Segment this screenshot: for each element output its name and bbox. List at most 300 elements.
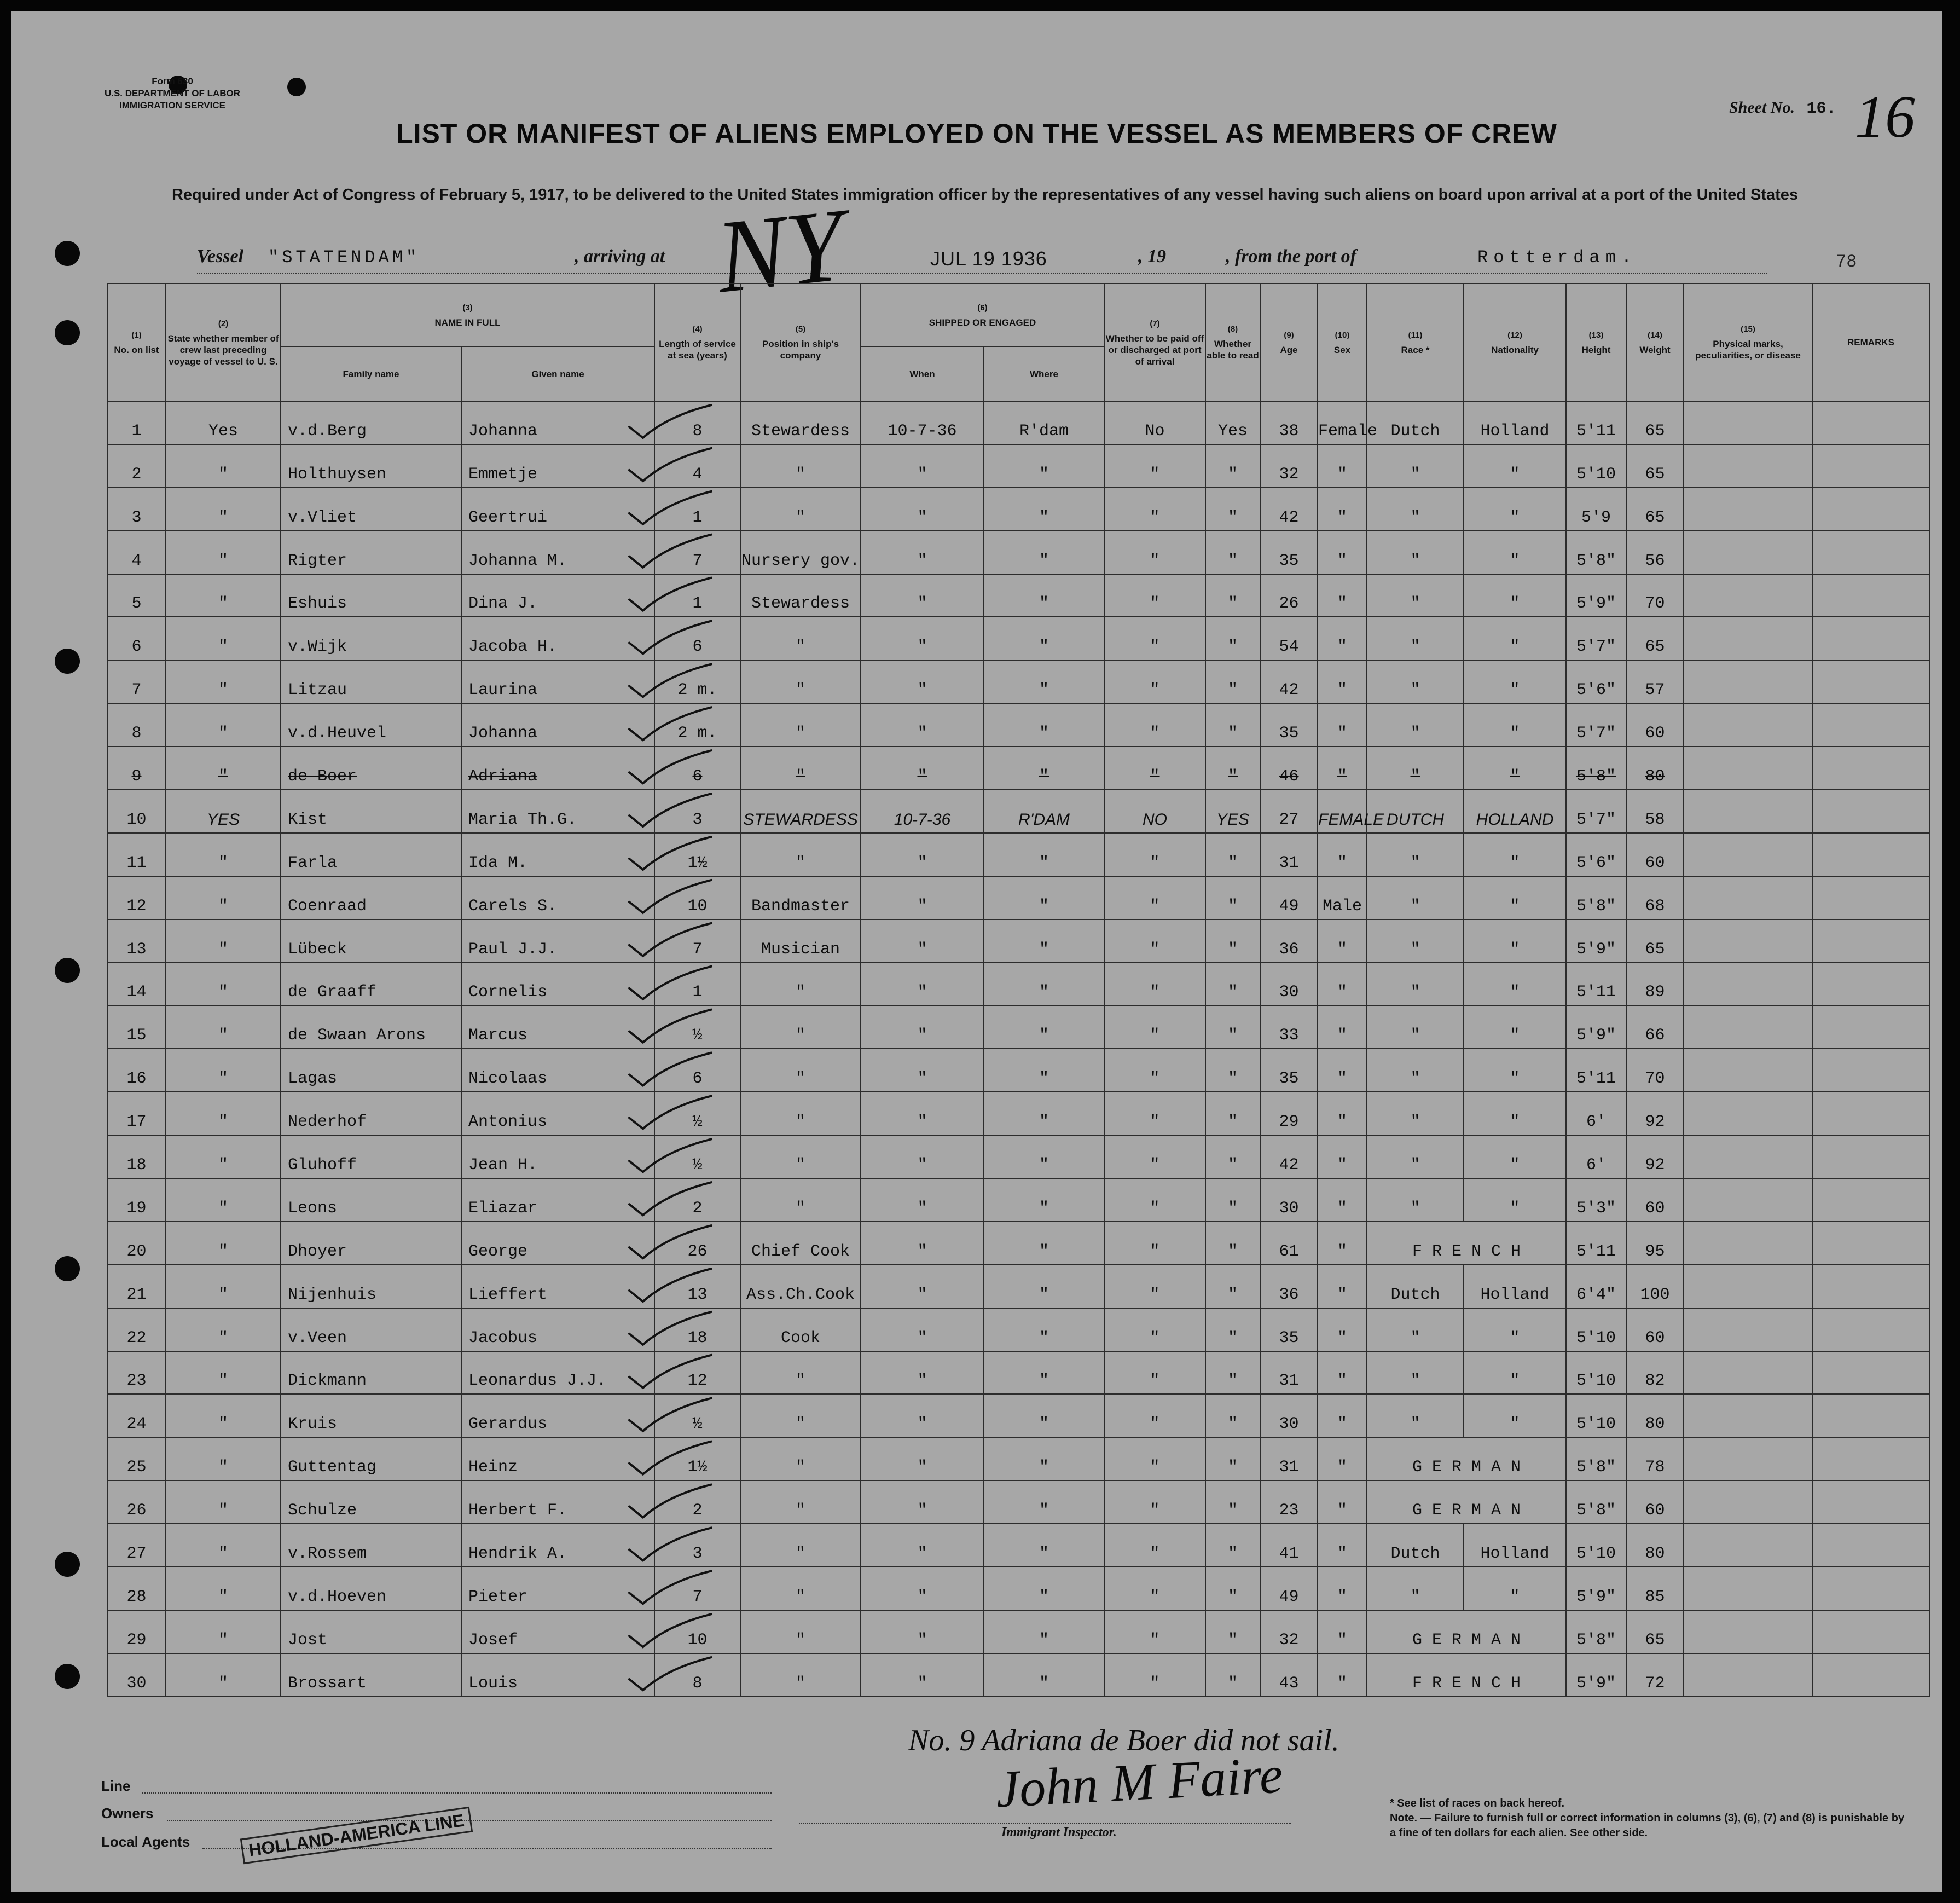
cell-service-length: 6 [654, 747, 740, 790]
line-rule [142, 1792, 772, 1794]
signature-rule [799, 1823, 1291, 1824]
cell-position: " [740, 1437, 861, 1480]
cell-sex: FEMALE [1318, 790, 1367, 833]
cell-sex: " [1318, 574, 1367, 617]
cell-given-name: Gerardus [461, 1394, 654, 1437]
cell-paid-off: " [1104, 1135, 1205, 1178]
cell-row-number: 27 [107, 1524, 166, 1567]
cell-sex: " [1318, 1092, 1367, 1135]
page-subtitle: Required under Act of Congress of February 5, 1917, to be delivered to the United States immigration officer by the representatives of any vessel having such aliens on board upon arrival at a port of the United States [171, 186, 1799, 204]
cell-given-name: Louis [461, 1653, 654, 1697]
cell-able-to-read: " [1205, 660, 1260, 703]
cell-remarks [1812, 1394, 1929, 1437]
cell-row-number: 24 [107, 1394, 166, 1437]
cell-physical [1684, 1265, 1812, 1308]
cell-shipped-where: " [984, 747, 1104, 790]
cell-shipped-when: " [861, 488, 984, 531]
cell-shipped-when: " [861, 1610, 984, 1653]
cell-shipped-where: " [984, 444, 1104, 488]
cell-weight: 80 [1626, 1524, 1684, 1567]
cell-service-length: 3 [654, 1524, 740, 1567]
cell-position: " [740, 1049, 861, 1092]
cell-shipped-when: " [861, 1178, 984, 1222]
table-row [107, 488, 1929, 531]
cell-age: 38 [1260, 401, 1318, 444]
cell-shipped-where: " [984, 1135, 1104, 1178]
cell-physical [1684, 660, 1812, 703]
cell-position: Cook [740, 1308, 861, 1351]
cell-previous-voyage: Yes [166, 401, 281, 444]
cell-position: STEWARDESS [740, 790, 861, 833]
cell-given-name: George [461, 1222, 654, 1265]
cell-sex: " [1318, 1524, 1367, 1567]
cell-paid-off: " [1104, 1222, 1205, 1265]
cell-previous-voyage: YES [166, 790, 281, 833]
cell-given-name: Herbert F. [461, 1480, 654, 1524]
cell-previous-voyage: " [166, 876, 281, 919]
cell-family-name: v.Veen [281, 1308, 461, 1351]
line-label: Line [101, 1778, 131, 1794]
cell-shipped-where: " [984, 1567, 1104, 1610]
table-row [107, 1178, 1929, 1222]
cell-able-to-read: " [1205, 1265, 1260, 1308]
cell-race: " [1367, 1394, 1464, 1437]
cell-age: 42 [1260, 660, 1318, 703]
cell-remarks [1812, 617, 1929, 660]
cell-height: 5'7" [1566, 703, 1626, 747]
cell-remarks [1812, 919, 1929, 963]
cell-previous-voyage: " [166, 1524, 281, 1567]
cell-previous-voyage: " [166, 1092, 281, 1135]
cell-weight: 68 [1626, 876, 1684, 919]
table-row [107, 1092, 1929, 1135]
cell-shipped-where: " [984, 1610, 1104, 1653]
cell-sex: " [1318, 1222, 1367, 1265]
cell-given-name: Heinz [461, 1437, 654, 1480]
header-remarks: REMARKS [1812, 284, 1929, 401]
cell-family-name: Leons [281, 1178, 461, 1222]
arrival-date-stamp: JUL 19 1936 [930, 247, 1047, 270]
table-row [107, 1265, 1929, 1308]
cell-family-name: Kruis [281, 1394, 461, 1437]
cell-shipped-when: " [861, 747, 984, 790]
cell-paid-off: " [1104, 1049, 1205, 1092]
cell-nationality: " [1464, 531, 1566, 574]
cell-remarks [1812, 488, 1929, 531]
cell-position: Musician [740, 919, 861, 963]
cell-able-to-read: " [1205, 1092, 1260, 1135]
cell-physical [1684, 1222, 1812, 1265]
cell-position: " [740, 747, 861, 790]
cell-service-length: ½ [654, 1394, 740, 1437]
header-sex: (10) Sex [1318, 284, 1367, 401]
cell-age: 35 [1260, 1308, 1318, 1351]
cell-previous-voyage: " [166, 1222, 281, 1265]
cell-able-to-read: " [1205, 747, 1260, 790]
cell-position: Stewardess [740, 574, 861, 617]
cell-height: 5'8" [1566, 747, 1626, 790]
cell-sex: " [1318, 1178, 1367, 1222]
punch-hole [55, 320, 80, 345]
cell-shipped-when: " [861, 1394, 984, 1437]
header-nationality: (12) Nationality [1464, 284, 1566, 401]
cell-shipped-when: " [861, 1351, 984, 1395]
cell-family-name: v.d.Berg [281, 401, 461, 444]
cell-given-name: Jacobus [461, 1308, 654, 1351]
cell-age: 30 [1260, 1394, 1318, 1437]
cell-nationality: " [1464, 617, 1566, 660]
cell-nationality: " [1464, 1308, 1566, 1351]
table-row [107, 1394, 1929, 1437]
sheet-number [1729, 99, 1836, 118]
cell-race: DUTCH [1367, 790, 1464, 833]
cell-age: 29 [1260, 1092, 1318, 1135]
cell-row-number: 18 [107, 1135, 166, 1178]
cell-physical [1684, 1653, 1812, 1697]
cell-race: " [1367, 444, 1464, 488]
cell-family-name: Kist [281, 790, 461, 833]
cell-weight: 65 [1626, 444, 1684, 488]
races-note: * See list of races on back hereof. [1390, 1797, 1565, 1809]
cell-paid-off: " [1104, 1524, 1205, 1567]
cell-row-number: 29 [107, 1610, 166, 1653]
cell-able-to-read: " [1205, 1610, 1260, 1653]
cell-given-name: Eliazar [461, 1178, 654, 1222]
cell-nationality: " [1464, 876, 1566, 919]
table-row [107, 876, 1929, 919]
cell-able-to-read: " [1205, 1222, 1260, 1265]
cell-nationality: " [1464, 747, 1566, 790]
cell-able-to-read: Yes [1205, 401, 1260, 444]
cell-shipped-where: " [984, 1524, 1104, 1567]
cell-nationality: " [1464, 488, 1566, 531]
cell-weight: 56 [1626, 531, 1684, 574]
cell-weight: 70 [1626, 1049, 1684, 1092]
cell-sex: " [1318, 747, 1367, 790]
cell-race: Dutch [1367, 401, 1464, 444]
cell-service-length: 12 [654, 1351, 740, 1395]
cell-physical [1684, 703, 1812, 747]
cell-nationality: Holland [1464, 401, 1566, 444]
cell-paid-off: " [1104, 1567, 1205, 1610]
cell-height: 5'6" [1566, 660, 1626, 703]
cell-sex: " [1318, 1653, 1367, 1697]
cell-shipped-where: " [984, 1394, 1104, 1437]
cell-given-name: Hendrik A. [461, 1524, 654, 1567]
cell-previous-voyage: " [166, 1135, 281, 1178]
punch-hole [55, 1552, 80, 1577]
cell-race: " [1367, 1351, 1464, 1395]
cell-remarks [1812, 1265, 1929, 1308]
cell-given-name: Emmetje [461, 444, 654, 488]
cell-service-length: 1 [654, 488, 740, 531]
cell-given-name: Paul J.J. [461, 919, 654, 963]
cell-able-to-read: " [1205, 444, 1260, 488]
cell-sex: " [1318, 1480, 1367, 1524]
cell-age: 26 [1260, 574, 1318, 617]
cell-physical [1684, 617, 1812, 660]
cell-able-to-read: " [1205, 1005, 1260, 1049]
cell-race: " [1367, 963, 1464, 1006]
cell-family-name: v.d.Hoeven [281, 1567, 461, 1610]
cell-nationality: " [1464, 574, 1566, 617]
cell-shipped-when: " [861, 574, 984, 617]
cell-weight: 66 [1626, 1005, 1684, 1049]
cell-shipped-where: " [984, 919, 1104, 963]
cell-height: 5'3" [1566, 1178, 1626, 1222]
cell-position: Stewardess [740, 401, 861, 444]
from-port-label: , from the port of [1226, 246, 1356, 267]
footnotes [1390, 1796, 1910, 1841]
cell-paid-off: " [1104, 1480, 1205, 1524]
cell-position: " [740, 703, 861, 747]
cell-previous-voyage: " [166, 1437, 281, 1480]
cell-height: 5'9" [1566, 1567, 1626, 1610]
cell-able-to-read: YES [1205, 790, 1260, 833]
cell-family-name: Nederhof [281, 1092, 461, 1135]
cell-family-name: Farla [281, 833, 461, 876]
cell-weight: 80 [1626, 1394, 1684, 1437]
cell-able-to-read: " [1205, 876, 1260, 919]
cell-sex: " [1318, 1437, 1367, 1480]
cell-family-name: Guttentag [281, 1437, 461, 1480]
cell-paid-off: " [1104, 531, 1205, 574]
cell-previous-voyage: " [166, 1265, 281, 1308]
cell-shipped-where: " [984, 1437, 1104, 1480]
year-label: , 19 [1138, 246, 1166, 267]
cell-remarks [1812, 1351, 1929, 1395]
departure-port: Rotterdam. [1477, 247, 1638, 268]
cell-previous-voyage: " [166, 617, 281, 660]
cell-sex: " [1318, 1351, 1367, 1395]
cell-nationality: " [1464, 660, 1566, 703]
cell-physical [1684, 1524, 1812, 1567]
cell-previous-voyage: " [166, 1653, 281, 1697]
cell-service-length: 1½ [654, 833, 740, 876]
cell-remarks [1812, 1610, 1929, 1653]
cell-race: " [1367, 1092, 1464, 1135]
cell-position: " [740, 1524, 861, 1567]
cell-able-to-read: " [1205, 574, 1260, 617]
cell-row-number: 20 [107, 1222, 166, 1265]
cell-previous-voyage: " [166, 919, 281, 963]
cell-paid-off: " [1104, 876, 1205, 919]
cell-service-length: 1 [654, 574, 740, 617]
cell-family-name: Holthuysen [281, 444, 461, 488]
cell-race: G E R M A N [1367, 1437, 1566, 1480]
cell-shipped-when: " [861, 876, 984, 919]
cell-weight: 78 [1626, 1437, 1684, 1480]
cell-paid-off: " [1104, 833, 1205, 876]
cell-shipped-when: " [861, 703, 984, 747]
cell-row-number: 10 [107, 790, 166, 833]
cell-family-name: Eshuis [281, 574, 461, 617]
cell-family-name: v.Vliet [281, 488, 461, 531]
cell-sex: " [1318, 1308, 1367, 1351]
header-height: (13) Height [1566, 284, 1626, 401]
cell-family-name: Nijenhuis [281, 1265, 461, 1308]
cell-race: F R E N C H [1367, 1222, 1566, 1265]
cell-height: 5'10 [1566, 1308, 1626, 1351]
cell-sex: " [1318, 444, 1367, 488]
cell-family-name: Lagas [281, 1049, 461, 1092]
cell-sex: " [1318, 919, 1367, 963]
cell-able-to-read: " [1205, 833, 1260, 876]
cell-weight: 82 [1626, 1351, 1684, 1395]
table-row [107, 1610, 1929, 1653]
inspector-signature: John M Faire [994, 1745, 1284, 1819]
cell-position: " [740, 660, 861, 703]
cell-remarks [1812, 1092, 1929, 1135]
table-row [107, 444, 1929, 488]
table-row [107, 703, 1929, 747]
cell-family-name: v.d.Heuvel [281, 703, 461, 747]
cell-remarks [1812, 876, 1929, 919]
cell-physical [1684, 963, 1812, 1006]
agents-label: Local Agents [101, 1833, 190, 1850]
cell-sex: " [1318, 1265, 1367, 1308]
cell-race: " [1367, 833, 1464, 876]
cell-shipped-when: " [861, 660, 984, 703]
cell-age: 54 [1260, 617, 1318, 660]
cell-shipped-when: " [861, 444, 984, 488]
cell-position: " [740, 1610, 861, 1653]
handwritten-note: No. 9 Adriana de Boer did not sail. [908, 1723, 1339, 1757]
header-length-of-service: (4) Length of service at sea (years) [654, 284, 740, 401]
cell-shipped-where: " [984, 1265, 1104, 1308]
cell-family-name: Dickmann [281, 1351, 461, 1395]
cell-family-name: Gluhoff [281, 1135, 461, 1178]
table-row [107, 1480, 1929, 1524]
cell-paid-off: " [1104, 1092, 1205, 1135]
cell-weight: 80 [1626, 747, 1684, 790]
form-info [82, 76, 263, 112]
cell-race: " [1367, 617, 1464, 660]
cell-weight: 65 [1626, 919, 1684, 963]
table-row [107, 1135, 1929, 1178]
cell-previous-voyage: " [166, 747, 281, 790]
cell-position: Nursery gov. [740, 531, 861, 574]
header-where: Where [984, 346, 1104, 401]
cell-given-name: Jacoba H. [461, 617, 654, 660]
cell-remarks [1812, 1135, 1929, 1178]
cell-race: " [1367, 531, 1464, 574]
cell-age: 35 [1260, 531, 1318, 574]
cell-nationality: " [1464, 1351, 1566, 1395]
cell-age: 41 [1260, 1524, 1318, 1567]
cell-position: " [740, 1653, 861, 1697]
cell-paid-off: " [1104, 1178, 1205, 1222]
header-family-name: Family name [281, 346, 461, 401]
cell-age: 31 [1260, 833, 1318, 876]
cell-age: 31 [1260, 1437, 1318, 1480]
header-physical-marks: (15) Physical marks, peculiarities, or disease [1684, 284, 1812, 401]
cell-able-to-read: " [1205, 1351, 1260, 1395]
cell-shipped-where: " [984, 574, 1104, 617]
cell-height: 6' [1566, 1092, 1626, 1135]
cell-weight: 57 [1626, 660, 1684, 703]
cell-nationality: " [1464, 1049, 1566, 1092]
cell-position: " [740, 444, 861, 488]
sheet-value: 16. [1806, 100, 1836, 118]
cell-age: 27 [1260, 790, 1318, 833]
cell-height: 5'10 [1566, 444, 1626, 488]
cell-weight: 65 [1626, 1610, 1684, 1653]
table-row [107, 1567, 1929, 1610]
cell-previous-voyage: " [166, 660, 281, 703]
cell-nationality: " [1464, 1005, 1566, 1049]
cell-height: 5'8" [1566, 1480, 1626, 1524]
cell-nationality: " [1464, 1567, 1566, 1610]
cell-height: 5'6" [1566, 833, 1626, 876]
cell-physical [1684, 876, 1812, 919]
cell-weight: 72 [1626, 1653, 1684, 1697]
cell-remarks [1812, 1222, 1929, 1265]
cell-shipped-when: " [861, 1308, 984, 1351]
cell-given-name: Dina J. [461, 574, 654, 617]
cell-height: 5'9" [1566, 1005, 1626, 1049]
cell-height: 5'10 [1566, 1394, 1626, 1437]
cell-able-to-read: " [1205, 1567, 1260, 1610]
cell-shipped-when: " [861, 531, 984, 574]
cell-remarks [1812, 1524, 1929, 1567]
header-race: (11) Race * [1367, 284, 1464, 401]
cell-shipped-when: " [861, 1135, 984, 1178]
cell-sex: " [1318, 488, 1367, 531]
header-name-in-full: (3) NAME IN FULL [281, 284, 654, 346]
cell-shipped-where: " [984, 617, 1104, 660]
cell-physical [1684, 401, 1812, 444]
cell-family-name: de Boer [281, 747, 461, 790]
cell-given-name: Pieter [461, 1567, 654, 1610]
cell-given-name: Ida M. [461, 833, 654, 876]
cell-age: 36 [1260, 1265, 1318, 1308]
cell-weight: 60 [1626, 1480, 1684, 1524]
cell-race: Dutch [1367, 1265, 1464, 1308]
cell-paid-off: " [1104, 703, 1205, 747]
cell-shipped-when: " [861, 963, 984, 1006]
cell-previous-voyage: " [166, 833, 281, 876]
holland-america-stamp: HOLLAND-AMERICA LINE [240, 1807, 473, 1864]
vessel-name: "STATENDAM" [268, 247, 420, 268]
cell-weight: 89 [1626, 963, 1684, 1006]
cell-age: 43 [1260, 1653, 1318, 1697]
cell-row-number: 12 [107, 876, 166, 919]
cell-sex: " [1318, 1394, 1367, 1437]
cell-able-to-read: " [1205, 1049, 1260, 1092]
cell-shipped-where: " [984, 531, 1104, 574]
cell-nationality: " [1464, 963, 1566, 1006]
cell-row-number: 21 [107, 1265, 166, 1308]
cell-family-name: v.Wijk [281, 617, 461, 660]
cell-position: " [740, 963, 861, 1006]
cell-previous-voyage: " [166, 1480, 281, 1524]
cell-age: 46 [1260, 747, 1318, 790]
cell-physical [1684, 1135, 1812, 1178]
cell-shipped-where: " [984, 1005, 1104, 1049]
punch-hole [55, 649, 80, 674]
cell-nationality: " [1464, 919, 1566, 963]
cell-paid-off: " [1104, 1005, 1205, 1049]
cell-paid-off: " [1104, 660, 1205, 703]
cell-sex: " [1318, 1005, 1367, 1049]
cell-height: 5'8" [1566, 1437, 1626, 1480]
cell-race: " [1367, 660, 1464, 703]
cell-race: " [1367, 919, 1464, 963]
check-marks [618, 394, 728, 1730]
cell-row-number: 1 [107, 401, 166, 444]
cell-able-to-read: " [1205, 531, 1260, 574]
